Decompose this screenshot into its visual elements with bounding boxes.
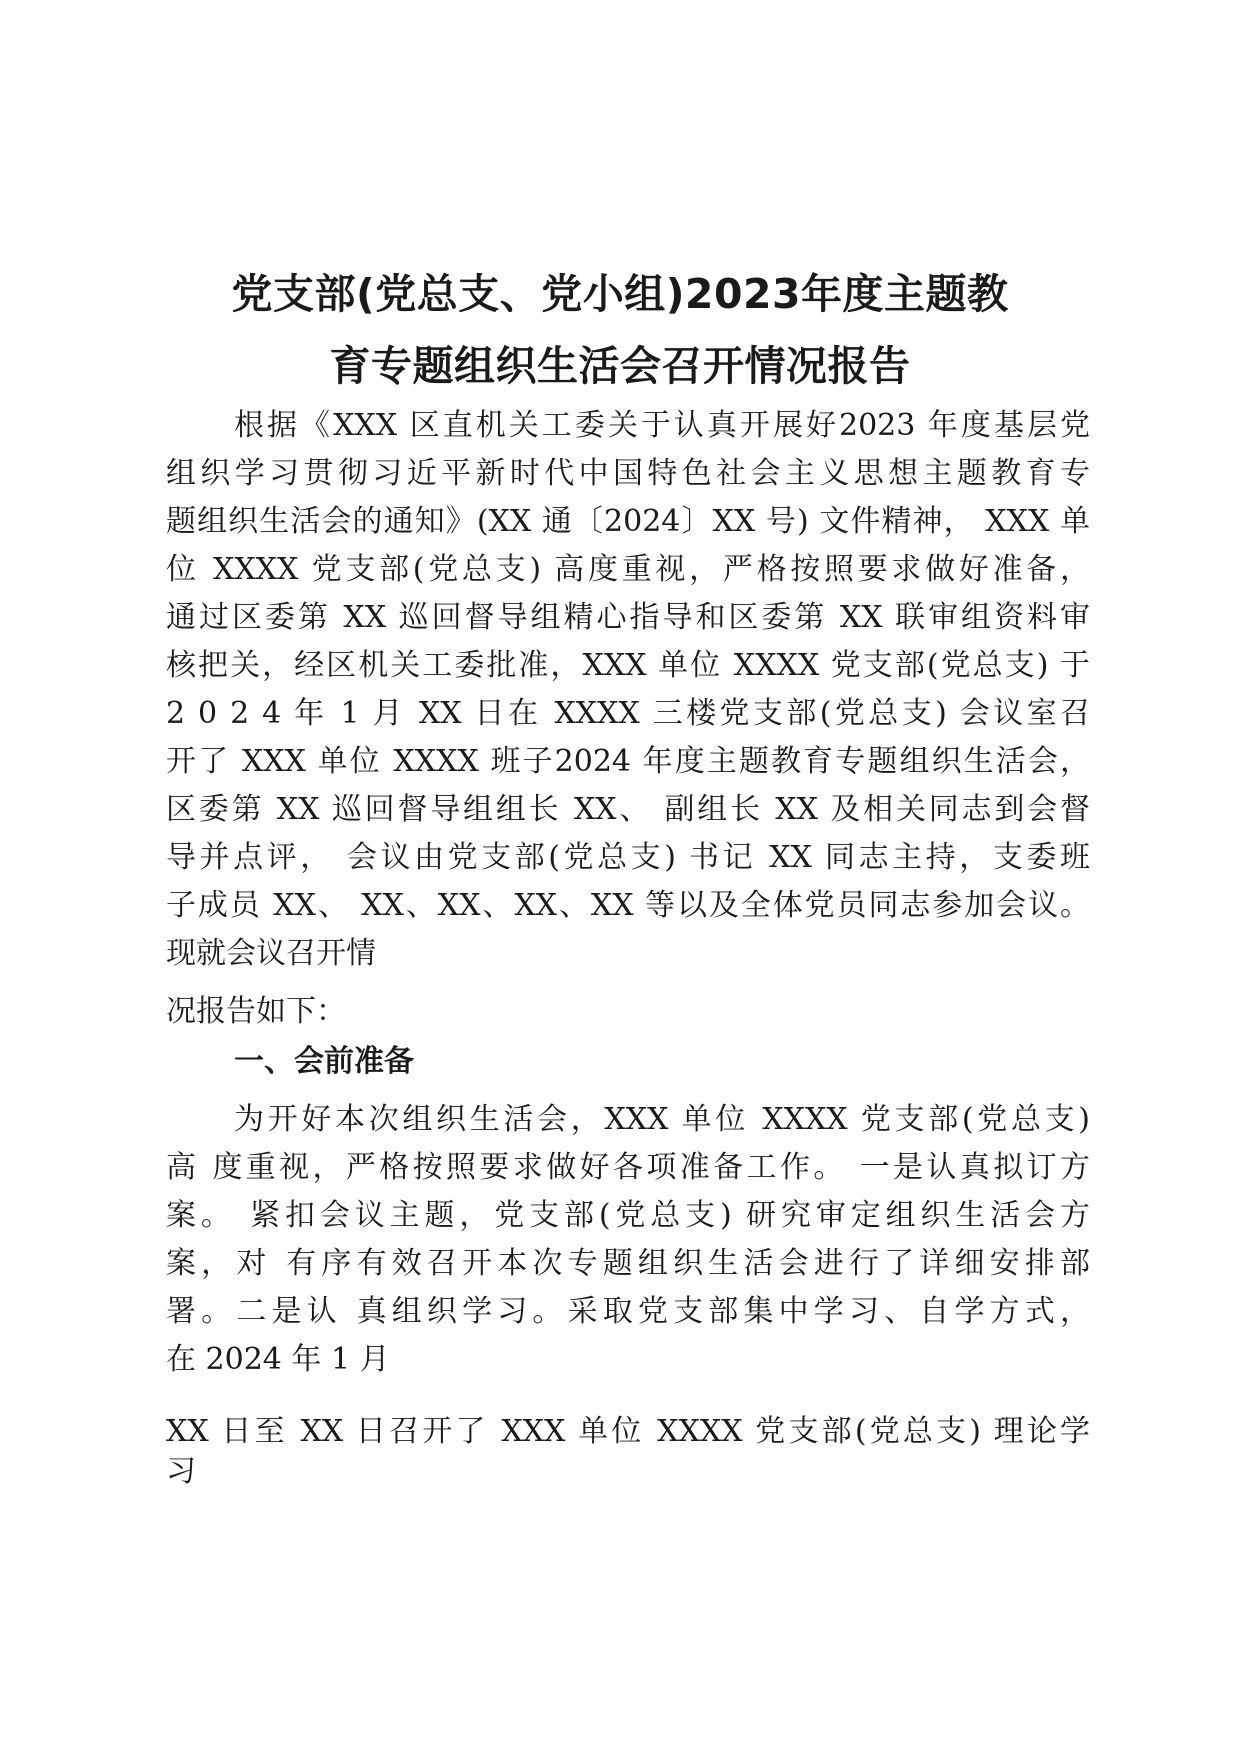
paragraph-1-line: 现就会议召开情: [166, 936, 376, 971]
paragraph-2-line: 为开好本次组织生活会，XXX 单位 XXXX 党支部(党总支): [234, 1102, 1090, 1137]
document-title-line-2: 育专题组织生活会召开情况报告: [329, 342, 911, 390]
paragraph-1-line: 组织学习贯彻习近平新时代中国特色社会主义思想主题教育专: [166, 456, 1090, 491]
paragraph-1-line: 核把关，经区机关工委批准，XXX 单位 XXXX 党支部(党总支) 于: [166, 648, 1090, 683]
paragraph-1-line: 题组织生活会的通知》(XX 通〔2024〕XX 号) 文件精神， XXX 单: [166, 504, 1090, 539]
paragraph-1-line: 根据《XXX 区直机关工委关于认真开展好2023 年度基层党: [234, 408, 1090, 443]
paragraph-1-line: 子成员 XX、 XX、XX、XX、XX 等以及全体党员同志参加会议。: [166, 888, 1090, 923]
paragraph-1-line: 通过区委第 XX 巡回督导组精心指导和区委第 XX 联审组资料审: [166, 600, 1090, 635]
paragraph-1-line: 导并点评， 会议由党支部(党总支) 书记 XX 同志主持，支委班: [166, 840, 1090, 875]
paragraph-2-line: 高 度重视，严格按照要求做好各项准备工作。 一是认真拟订方: [166, 1150, 1090, 1185]
paragraph-2-line: 在 2024 年 1 月: [166, 1342, 390, 1377]
paragraph-1-line: 2 0 2 4 年 1 月 XX 日在 XXXX 三楼党支部(党总支) 会议室召: [166, 696, 1090, 731]
paragraph-1-line: 区委第 XX 巡回督导组组长 XX、 副组长 XX 及相关同志到会督: [166, 792, 1090, 827]
paragraph-1-line: 位 XXXX 党支部(党总支) 高度重视，严格按照要求做好准备，: [166, 552, 1090, 587]
paragraph-3-line: 习: [166, 1454, 196, 1489]
section-heading: 一、会前准备: [234, 1044, 414, 1079]
paragraph-2-line: 案。 紧扣会议主题，党支部(党总支) 研究审定组织生活会方: [166, 1198, 1090, 1233]
document-title-line-1: 党支部(党总支、党小组)2023年度主题教: [231, 270, 1009, 318]
paragraph-1-line: 开了 XXX 单位 XXXX 班子2024 年度主题教育专题组织生活会，: [166, 744, 1090, 779]
paragraph-2-line: 案，对 有序有效召开本次专题组织生活会进行了详细安排部: [166, 1246, 1090, 1281]
paragraph-2-line: 署。二是认 真组织学习。采取党支部集中学习、自学方式，: [166, 1294, 1090, 1329]
paragraph-3-line: XX 日至 XX 日召开了 XXX 单位 XXXX 党支部(党总支) 理论学: [166, 1414, 1090, 1449]
paragraph-1-tail: 况报告如下：: [166, 994, 346, 1029]
